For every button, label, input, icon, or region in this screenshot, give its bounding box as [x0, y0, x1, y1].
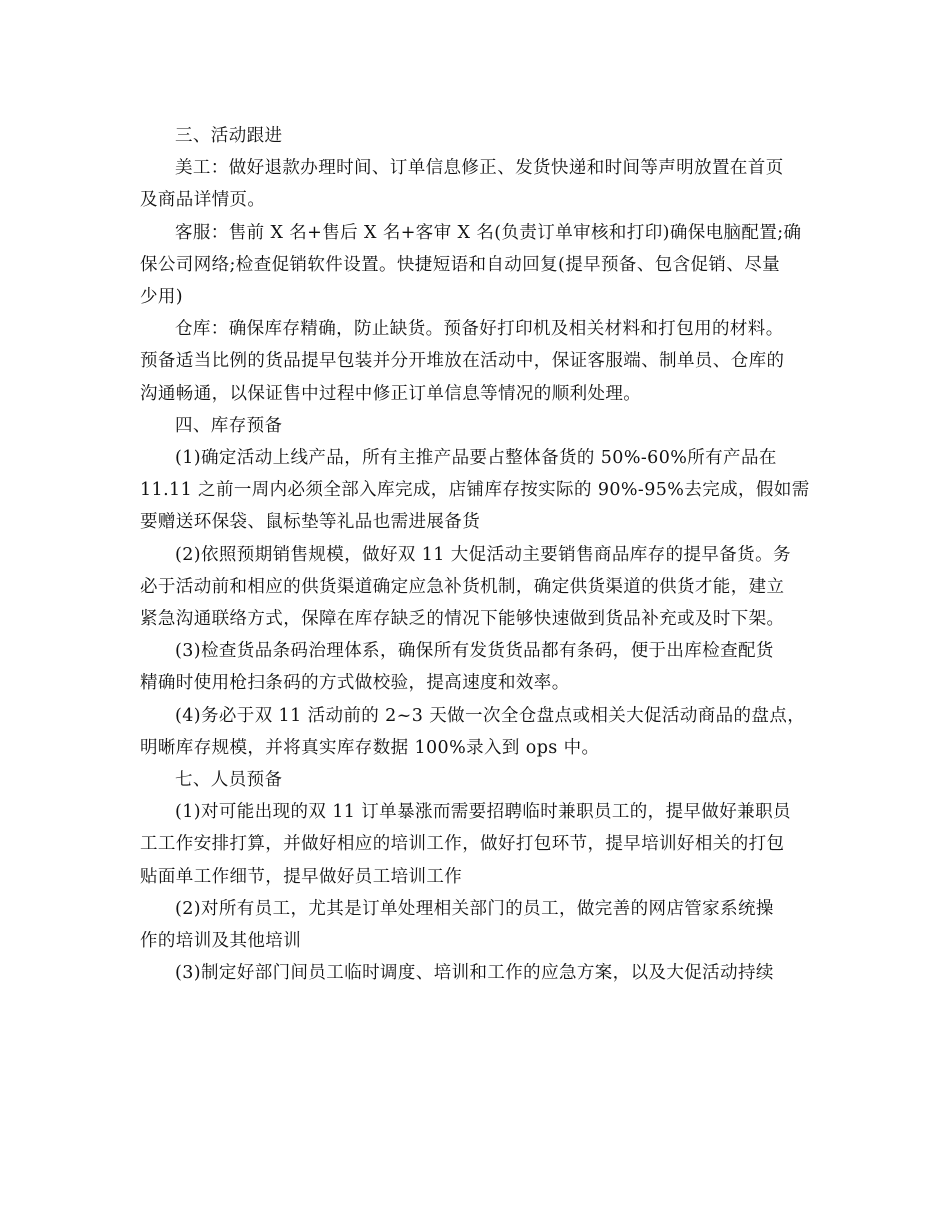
paragraph-line: 精确时使用枪扫条码的方式做校验，提高速度和效率。: [140, 673, 570, 694]
paragraph-first-line: (4)务必于双 11 活动前的 2~3 天做一次全仓盘点或相关大促活动商品的盘点，: [175, 705, 806, 726]
paragraph-inventory-1: [140, 442, 812, 539]
paragraph-section-3-heading: [140, 120, 812, 152]
paragraph-line: 预备适当比例的货品提早包装并分开堆放在活动中，保证客服端、制单员、仓库的: [140, 351, 785, 372]
paragraph-section-7-heading: [140, 764, 812, 796]
document-page: [140, 120, 812, 989]
paragraph-first-line: 四、库存预备: [175, 415, 283, 436]
paragraph-line: 贴面单工作细节，提早做好员工培训工作: [140, 866, 463, 887]
paragraph-first-line: (3)制定好部门间员工临时调度、培训和工作的应急方案，以及大促活动持续: [175, 963, 774, 984]
paragraph-inventory-2: [140, 539, 812, 636]
paragraph-inventory-4: [140, 700, 812, 764]
paragraph-line: 11.11 之前一周内必须全部入库完成，店铺库存按实际的 90%-95%去完成，假如需: [140, 480, 810, 501]
paragraph-staff-2: [140, 893, 812, 957]
paragraph-line: 工工作安排打算，并做好相应的培训工作，做好打包环节，提早培训好相关的打包: [140, 834, 785, 855]
paragraph-section-4-heading: [140, 410, 812, 442]
paragraph-line: 明晰库存规模，并将真实库存数据 100%录入到 ops 中。: [140, 737, 600, 758]
paragraph-first-line: 三、活动跟进: [175, 126, 283, 146]
paragraph-staff-1: [140, 796, 812, 893]
paragraph-inventory-3: [140, 635, 812, 699]
paragraph-art-design: [140, 152, 812, 216]
paragraph-line: 保公司网络;检查促销软件设置。快捷短语和自动回复(提早预备、包含促销、尽量: [140, 254, 781, 275]
paragraph-customer-service: [140, 217, 812, 314]
paragraph-line: 要赠送环保袋、鼠标垫等礼品也需进展备货: [140, 512, 481, 533]
paragraph-line: 紧急沟通联络方式，保障在库存缺乏的情况下能够快速做到货品补充或及时下架。: [140, 609, 785, 630]
paragraph-first-line: 仓库：确保库存精确，防止缺货。预备好打印机及相关材料和打包用的材料。: [175, 319, 784, 340]
paragraph-first-line: (1)确定活动上线产品，所有主推产品要占整体备货的 50%-60%所有产品在: [175, 448, 777, 469]
paragraph-line: 必于活动前和相应的供货渠道确定应急补货机制，确定供货渠道的供货才能，建立: [140, 576, 785, 597]
paragraph-first-line: 客服：售前 X 名+售后 X 名+客审 X 名(负责订单审核和打印)确保电脑配置;确: [175, 222, 802, 243]
paragraph-first-line: (2)依照预期销售规模，做好双 11 大促活动主要销售商品库存的提早备货。务: [175, 544, 791, 565]
paragraph-line: 少用): [140, 287, 184, 308]
paragraph-first-line: (3)检查货品条码治理体系，确保所有发货货品都有条码，便于出库检查配货: [175, 641, 774, 662]
paragraph-first-line: (2)对所有员工，尤其是订单处理相关部门的员工，做完善的网店管家系统操: [175, 898, 774, 919]
paragraph-line: 及商品详情页。: [140, 190, 266, 211]
paragraph-staff-3: [140, 957, 812, 989]
paragraph-line: 作的培训及其他培训: [140, 931, 302, 952]
paragraph-first-line: (1)对可能出现的双 11 订单暴涨而需要招聘临时兼职员工的，提早做好兼职员: [175, 802, 791, 823]
paragraph-first-line: 七、人员预备: [175, 770, 283, 791]
paragraph-line: 沟通畅通，以保证售中过程中修正订单信息等情况的顺利处理。: [140, 383, 642, 404]
paragraph-warehouse: [140, 313, 812, 410]
paragraph-first-line: 美工：做好退款办理时间、订单信息修正、发货快递和时间等声明放置在首页: [175, 158, 784, 179]
